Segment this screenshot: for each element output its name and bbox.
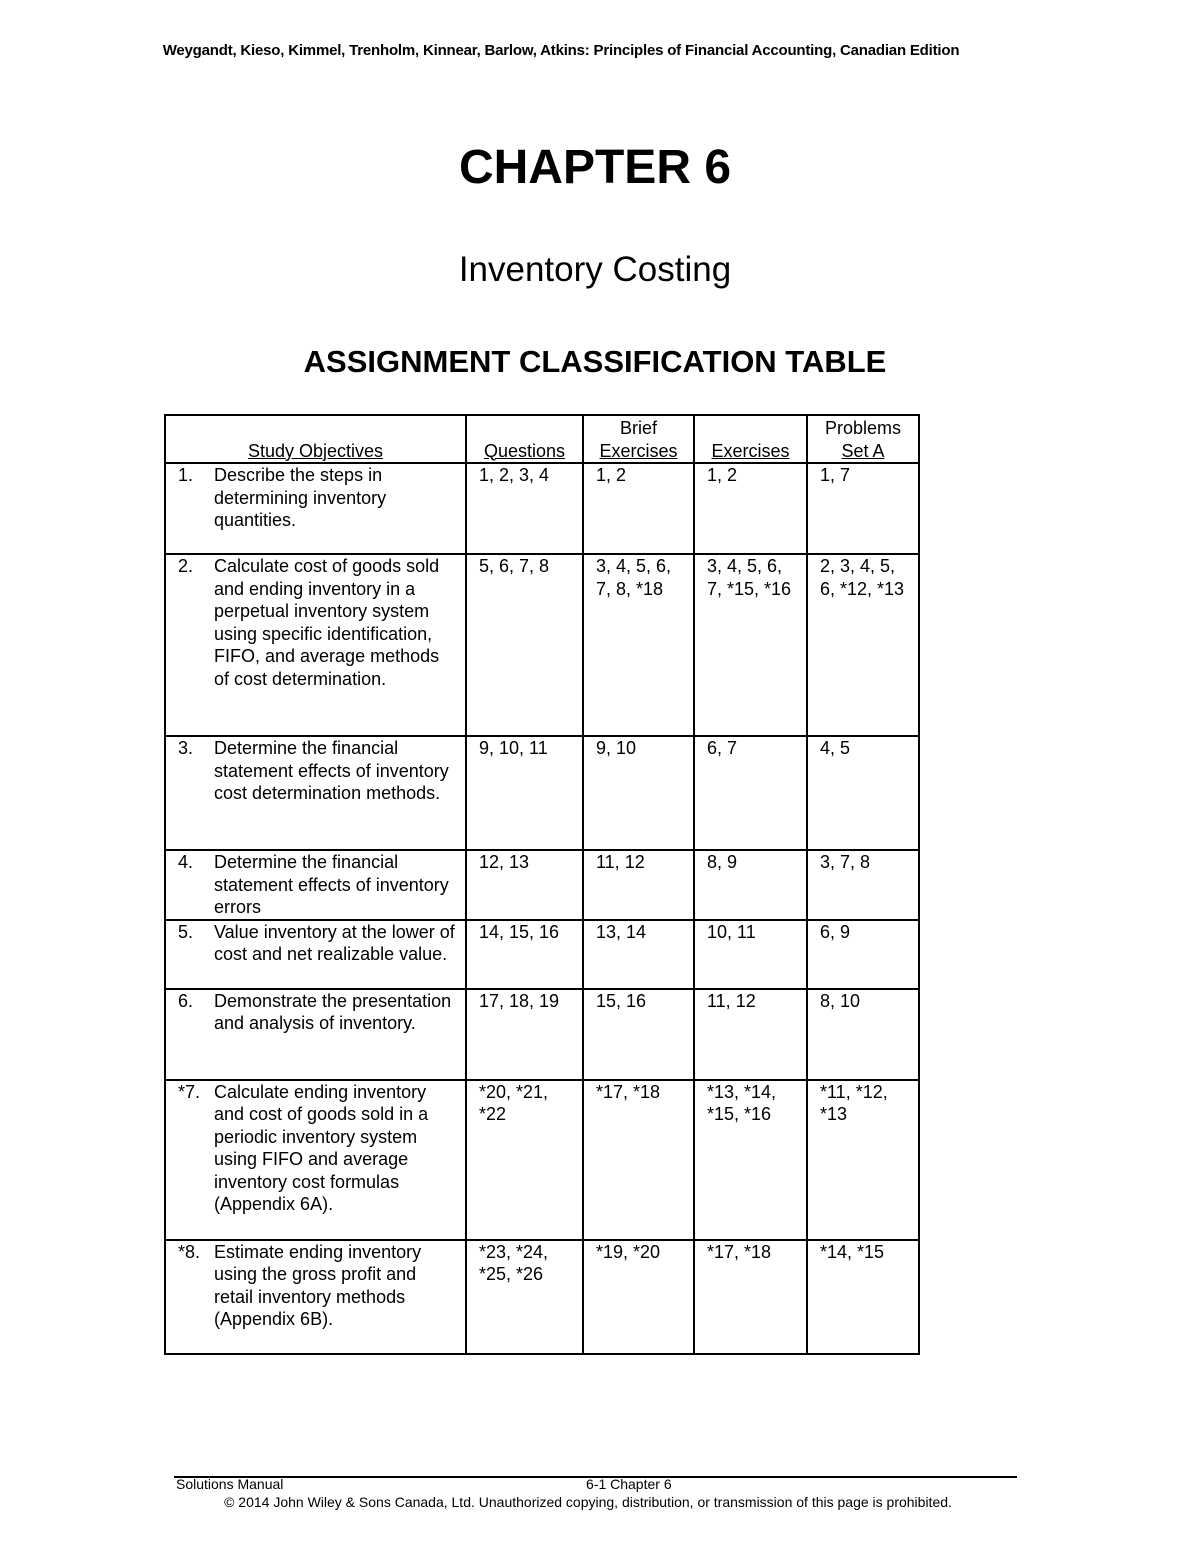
objective-text: Determine the financial statement effects of inventory errors [214, 852, 449, 917]
chapter-subtitle: Inventory Costing [458, 250, 732, 289]
objective-number: 4. [178, 852, 194, 872]
problems-cell: *11, *12, *13 [807, 1080, 919, 1240]
questions-cell: 14, 15, 16 [466, 920, 583, 989]
objective-number: 1. [178, 465, 194, 485]
table-row [165, 1240, 919, 1354]
objective-cell [165, 463, 466, 554]
brief-exercises-cell: 13, 14 [583, 920, 694, 989]
problems-cell: 1, 7 [807, 463, 919, 554]
objective-text: Calculate cost of goods sold and ending inventory in a perpetual inventory system using specific identification, FIFO, and average methods of cost determination. [214, 556, 440, 689]
brief-exercises-cell: 11, 12 [583, 850, 694, 920]
col-header-brief-exercises: Brief Exercises [583, 415, 694, 463]
chapter-title: CHAPTER 6 [458, 141, 732, 194]
objective-cell [165, 989, 466, 1080]
table-row [165, 989, 919, 1080]
questions-cell: 1, 2, 3, 4 [466, 463, 583, 554]
objective-cell [165, 1240, 466, 1354]
objective-cell [165, 736, 466, 850]
exercises-cell: *17, *18 [694, 1240, 807, 1354]
exercises-cell: 11, 12 [694, 989, 807, 1080]
objective-number: 2. [178, 556, 194, 576]
objective-number: *8. [178, 1241, 201, 1262]
table-header-row [165, 415, 919, 463]
table-row [165, 736, 919, 850]
problems-cell: *14, *15 [807, 1240, 919, 1354]
footer-manual: Solutions Manual [176, 1476, 284, 1492]
problems-cell: 3, 7, 8 [807, 850, 919, 920]
table-row [165, 920, 919, 989]
objective-cell [165, 920, 466, 989]
exercises-cell: 8, 9 [694, 850, 807, 920]
brief-exercises-cell: 3, 4, 5, 6, 7, 8, *18 [583, 554, 694, 736]
objective-text: Determine the financial statement effects of inventory cost determination methods. [214, 738, 449, 803]
col-header-exercises: Exercises [694, 415, 807, 463]
objective-text: Calculate ending inventory and cost of goods sold in a periodic inventory system using FIFO and average inventory cost formulas (Appendix 6A). [214, 1081, 429, 1214]
book-header: Weygandt, Kieso, Kimmel, Trenholm, Kinnear, Barlow, Atkins: Principles of Financial Accounting, Canadian Edition [162, 42, 960, 59]
objective-text: Demonstrate the presentation and analysis of inventory. [214, 990, 452, 1033]
table-row [165, 554, 919, 736]
objective-cell [165, 1080, 466, 1240]
questions-cell: *20, *21, *22 [466, 1080, 583, 1240]
objective-text: Estimate ending inventory using the gross profit and retail inventory methods (Appendix 6B). [214, 1241, 422, 1329]
table-row [165, 850, 919, 920]
objective-number: *7. [178, 1081, 201, 1102]
exercises-cell: *13, *14, *15, *16 [694, 1080, 807, 1240]
questions-cell: 9, 10, 11 [466, 736, 583, 850]
footer-page: 6-1 Chapter 6 [586, 1476, 672, 1492]
problems-cell: 2, 3, 4, 5, 6, *12, *13 [807, 554, 919, 736]
problems-cell: 8, 10 [807, 989, 919, 1080]
problems-cell: 6, 9 [807, 920, 919, 989]
objective-number: 3. [178, 738, 194, 758]
objective-cell [165, 850, 466, 920]
brief-exercises-cell: *19, *20 [583, 1240, 694, 1354]
col-header-problems: Problems Set A [807, 415, 919, 463]
brief-exercises-cell: 9, 10 [583, 736, 694, 850]
exercises-cell: 10, 11 [694, 920, 807, 989]
footer-copyright: © 2014 John Wiley & Sons Canada, Ltd. Unauthorized copying, distribution, or transmission of this page is prohibited. [224, 1494, 952, 1510]
col-header-questions: Questions [466, 415, 583, 463]
exercises-cell: 6, 7 [694, 736, 807, 850]
questions-cell: 5, 6, 7, 8 [466, 554, 583, 736]
brief-exercises-cell: 15, 16 [583, 989, 694, 1080]
exercises-cell: 1, 2 [694, 463, 807, 554]
questions-cell: *23, *24, *25, *26 [466, 1240, 583, 1354]
table-heading: ASSIGNMENT CLASSIFICATION TABLE [303, 344, 887, 379]
exercises-cell: 3, 4, 5, 6, 7, *15, *16 [694, 554, 807, 736]
objective-text: Describe the steps in determining inventory quantities. [214, 465, 387, 530]
problems-cell: 4, 5 [807, 736, 919, 850]
col-header-objectives: Study Objectives [165, 415, 466, 463]
questions-cell: 12, 13 [466, 850, 583, 920]
objective-number: 5. [178, 921, 194, 942]
table-row [165, 1080, 919, 1240]
objective-text: Value inventory at the lower of cost and net realizable value. [214, 921, 455, 964]
table-row [165, 463, 919, 554]
objective-number: 6. [178, 990, 194, 1011]
brief-exercises-cell: *17, *18 [583, 1080, 694, 1240]
assignment-classification-table [164, 414, 920, 1355]
objective-cell [165, 554, 466, 736]
questions-cell: 17, 18, 19 [466, 989, 583, 1080]
brief-exercises-cell: 1, 2 [583, 463, 694, 554]
